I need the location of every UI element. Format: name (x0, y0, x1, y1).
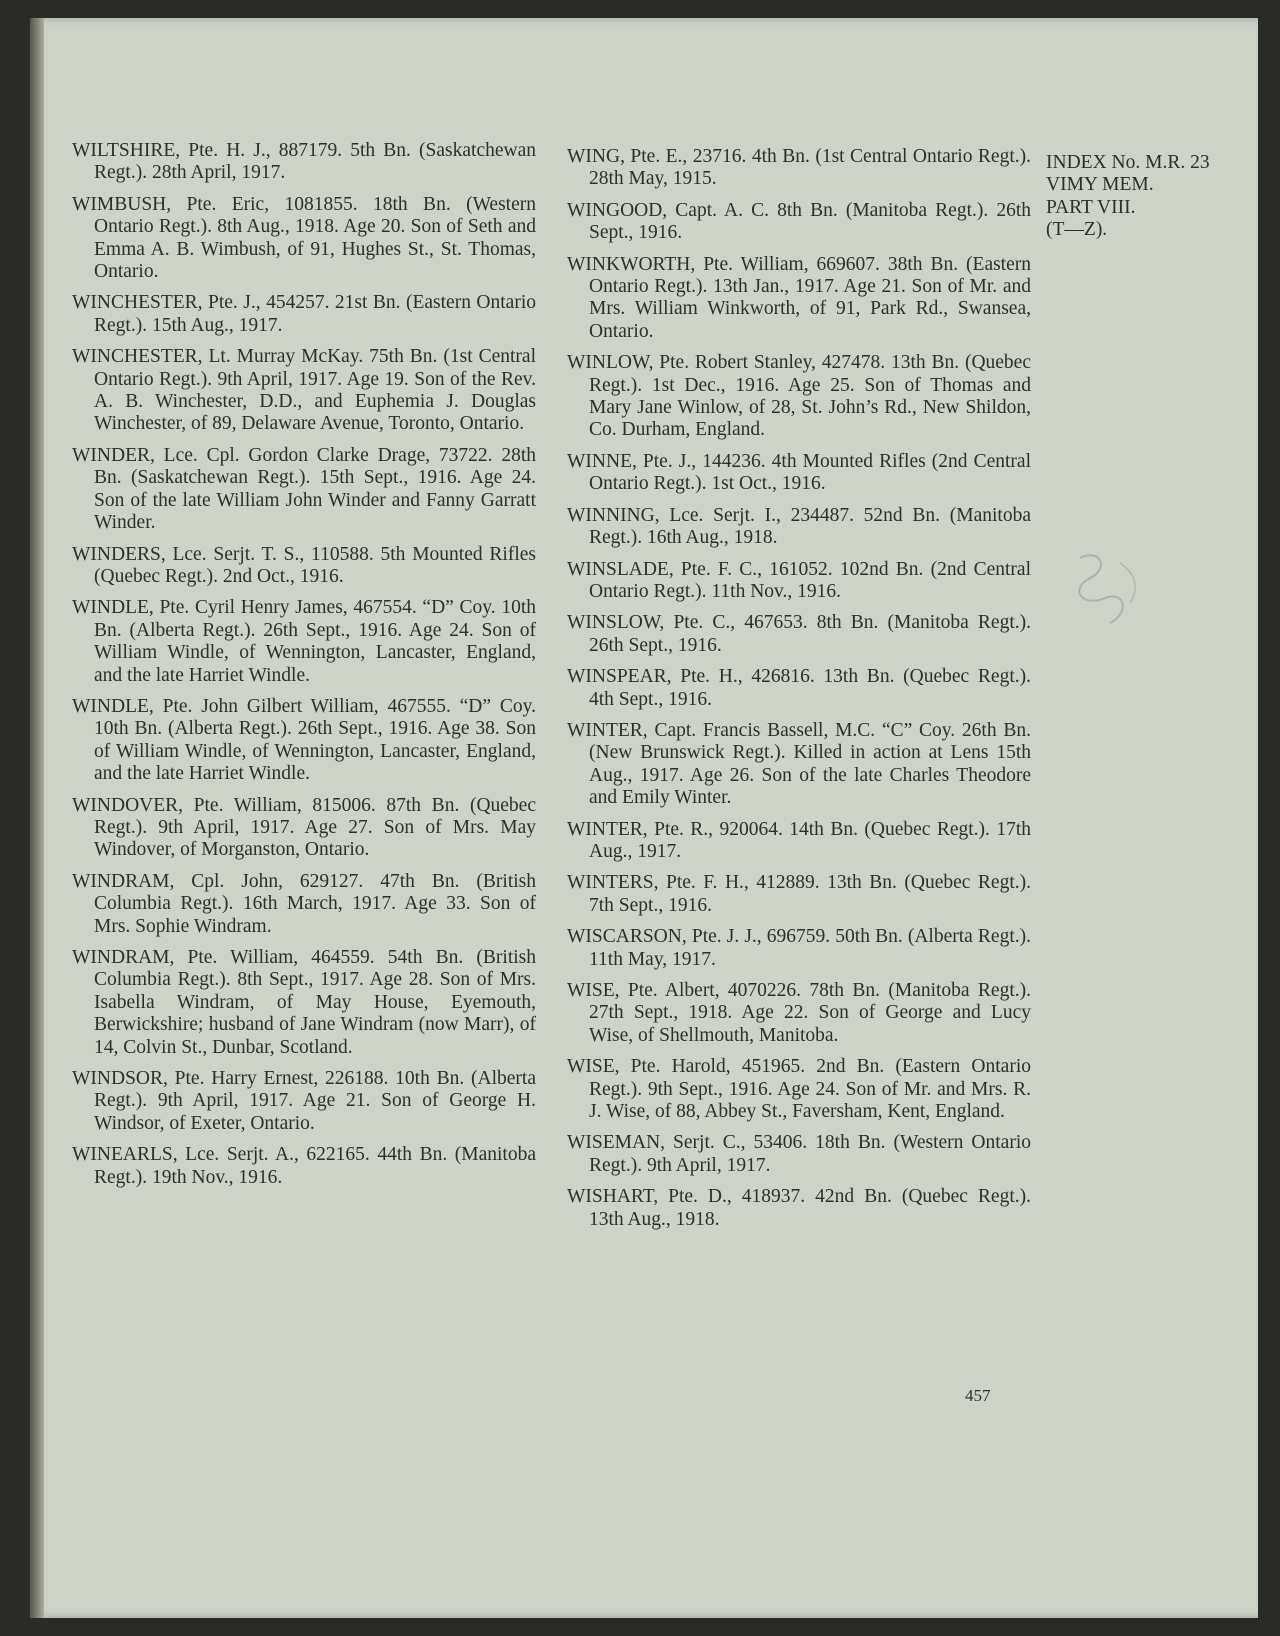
list-item: WINCHESTER, Lt. Murray McKay. 75th Bn. (1st Central Ontario Regt.). 9th April, 1917. Age 19. Son of the Rev. A. B. Winchester, D.D., and Euphemia J. Douglas Winchester, of 89, Delaware Avenue, Toronto, Ontario. (72, 346, 536, 435)
list-item: WINSLADE, Pte. F. C., 161052. 102nd Bn. (2nd Central Ontario Regt.). 11th Nov., 1916. (567, 558, 1031, 602)
list-item: WINKWORTH, Pte. William, 669607. 38th Bn. (Eastern Ontario Regt.). 13th Jan., 1917. Age 21. Son of Mr. and Mrs. William Winkworth, of 91, Park Rd., Swansea, Ontario. (567, 253, 1031, 342)
list-item: WINNING, Lce. Serjt. I., 234487. 52nd Bn. (Manitoba Regt.). 16th Aug., 1918. (567, 504, 1031, 549)
list-item: WINSPEAR, Pte. H., 426816. 13th Bn. (Quebec Regt.). 4th Sept., 1916. (567, 666, 1031, 710)
pencil-mark (1050, 538, 1160, 648)
memorial-name: VIMY MEM. (1046, 174, 1154, 196)
right-column (567, 146, 1031, 1240)
list-item: WILTSHIRE, Pte. H. J., 887179. 5th Bn. (Saskatchewan Regt.). 28th April, 1917. (72, 140, 536, 184)
list-item: WINLOW, Pte. Robert Stanley, 427478. 13th Bn. (Quebec Regt.). 1st Dec., 1916. Age 25. Son of Thomas and Mary Jane Winlow, of 28, St. John’s Rd., New Shildon, Co. Durham, England. (567, 352, 1031, 441)
list-item: WINDLE, Pte. John Gilbert William, 467555. “D” Coy. 10th Bn. (Alberta Regt.). 26th Sept., 1916. Age 38. Son of William Windle, of Wennington, Lancaster, England, and the late Harriet Windle. (72, 695, 536, 785)
list-item: WING, Pte. E., 23716. 4th Bn. (1st Central Ontario Regt.). 28th May, 1915. (567, 146, 1031, 190)
list-item: WINDRAM, Pte. William, 464559. 54th Bn. (British Columbia Regt.). 8th Sept., 1917. Age 28. Son of Mrs. Isabella Windram, of May House, Eyemouth, Berwickshire; husband of Jane Windram (now Marr), of 14, Colvin St., Dunbar, Scotland. (72, 947, 536, 1058)
list-item: WIMBUSH, Pte. Eric, 1081855. 18th Bn. (Western Ontario Regt.). 8th Aug., 1918. Age 20. Son of Seth and Emma A. B. Wimbush, of 91, Hughes St., St. Thomas, Ontario. (72, 193, 536, 283)
list-item: WINNE, Pte. J., 144236. 4th Mounted Rifles (2nd Central Ontario Regt.). 1st Oct., 1916. (567, 450, 1031, 495)
list-item: WINTERS, Pte. F. H., 412889. 13th Bn. (Quebec Regt.). 7th Sept., 1916. (567, 872, 1031, 916)
list-item: WISE, Pte. Harold, 451965. 2nd Bn. (Eastern Ontario Regt.). 9th Sept., 1916. Age 24. Son of Mr. and Mrs. R. J. Wise, of 88, Abbey St., Faversham, Kent, England. (567, 1056, 1031, 1123)
list-item: WINCHESTER, Pte. J., 454257. 21st Bn. (Eastern Ontario Regt.). 15th Aug., 1917. (72, 292, 536, 336)
list-item: WISE, Pte. Albert, 4070226. 78th Bn. (Manitoba Regt.). 27th Sept., 1918. Age 22. Son of George and Lucy Wise, of Shellmouth, Manitoba. (567, 980, 1031, 1046)
list-item: WINGOOD, Capt. A. C. 8th Bn. (Manitoba Regt.). 26th Sept., 1916. (567, 199, 1031, 244)
list-item: WINDSOR, Pte. Harry Ernest, 226188. 10th Bn. (Alberta Regt.). 9th April, 1917. Age 21. Son of George H. Windsor, of Exeter, Ontario. (72, 1068, 536, 1134)
list-item: WINDERS, Lce. Serjt. T. S., 110588. 5th Mounted Rifles (Quebec Regt.). 2nd Oct., 1916. (72, 543, 536, 587)
list-item: WINDRAM, Cpl. John, 629127. 47th Bn. (British Columbia Regt.). 16th March, 1917. Age 33. Son of Mrs. Sophie Windram. (72, 870, 536, 937)
page-number: 457 (965, 1386, 991, 1405)
list-item: WINDOVER, Pte. William, 815006. 87th Bn. (Quebec Regt.). 9th April, 1917. Age 27. Son of Mrs. May Windover, of Morganston, Ontario. (72, 794, 536, 861)
document-page (30, 18, 1258, 1618)
list-item: WINDER, Lce. Cpl. Gordon Clarke Drage, 73722. 28th Bn. (Saskatchewan Regt.). 15th Sept., 1916. Age 24. Son of the late William John Winder and Fanny Garratt Winder. (72, 444, 536, 534)
left-column (72, 140, 536, 1198)
list-item: WINTER, Capt. Francis Bassell, M.C. “C” Coy. 26th Bn. (New Brunswick Regt.). Killed in action at Lens 15th Aug., 1917. Age 26. Son of the late Charles Theodore and Emily Winter. (567, 719, 1031, 809)
book-spine-shadow (30, 18, 44, 1618)
list-item: WISEMAN, Serjt. C., 53406. 18th Bn. (Western Ontario Regt.). 9th April, 1917. (567, 1132, 1031, 1176)
list-item: WINSLOW, Pte. C., 467653. 8th Bn. (Manitoba Regt.). 26th Sept., 1916. (567, 612, 1031, 656)
index-number: INDEX No. M.R. 23 (1046, 152, 1210, 173)
part-number: PART VIII. (1046, 196, 1136, 218)
list-item: WINTER, Pte. R., 920064. 14th Bn. (Quebec Regt.). 17th Aug., 1917. (567, 818, 1031, 862)
list-item: WISHART, Pte. D., 418937. 42nd Bn. (Quebec Regt.). 13th Aug., 1918. (567, 1186, 1031, 1230)
list-item: WINDLE, Pte. Cyril Henry James, 467554. “D” Coy. 10th Bn. (Alberta Regt.). 26th Sept., 1916. Age 24. Son of William Windle, of Wennington, Lancaster, England, and the late Harriet Windle. (72, 597, 536, 686)
list-item: WINEARLS, Lce. Serjt. A., 622165. 44th Bn. (Manitoba Regt.). 19th Nov., 1916. (72, 1144, 536, 1188)
list-item: WISCARSON, Pte. J. J., 696759. 50th Bn. (Alberta Regt.). 11th May, 1917. (567, 926, 1031, 970)
index-reference (1046, 152, 1246, 242)
letter-range: (T—Z). (1046, 219, 1108, 241)
